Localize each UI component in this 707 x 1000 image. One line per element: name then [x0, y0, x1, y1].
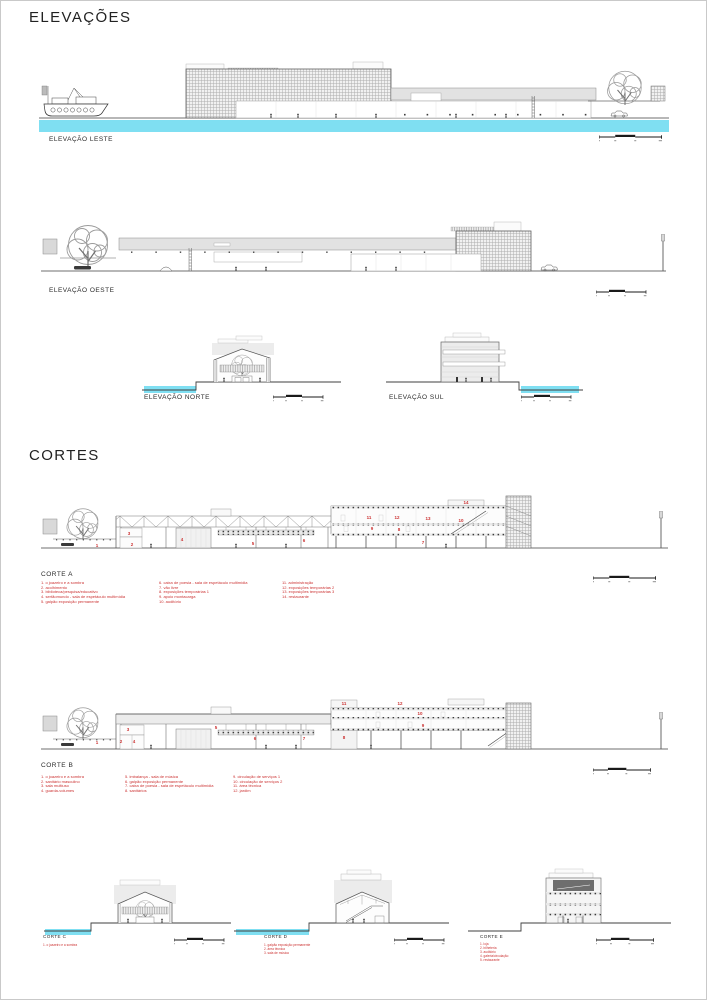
- legend-item: 7. vão livre: [159, 584, 179, 590]
- section-marker: 5: [214, 724, 218, 730]
- legend-item: 6. caixa de poesia - sala de espetáculo multimídia: [159, 580, 248, 585]
- section-marker: 10: [417, 710, 423, 716]
- elevation-east-label: ELEVAÇÃO LESTE: [49, 136, 113, 143]
- stair-core: [506, 703, 531, 749]
- section-marker: 1: [95, 739, 99, 745]
- boat: [42, 86, 108, 116]
- section-marker: 9: [370, 525, 374, 531]
- building-west: [119, 222, 531, 271]
- scale-bar: [273, 392, 333, 404]
- legend-item: 2. sanitário masculino: [41, 778, 80, 784]
- section-e-legend: [480, 943, 508, 963]
- elevation-east-drawing: [36, 56, 671, 148]
- car: [541, 265, 557, 271]
- legend-item: 3. sala de música: [264, 950, 289, 955]
- section-marker: 2: [119, 738, 123, 744]
- glass-base: [236, 101, 591, 118]
- glass-base: [351, 254, 481, 271]
- section-c-legend: [43, 944, 77, 948]
- section-marker: 2: [130, 541, 134, 547]
- legend-item: 11. área técnica: [233, 783, 262, 789]
- building-section-c: [114, 880, 176, 923]
- legend-item: 5. galpão exposição permanente: [41, 598, 100, 604]
- elevation-west-label: ELEVAÇÃO OESTE: [49, 287, 115, 294]
- hatched-end-block: [651, 86, 665, 101]
- section-marker: 8: [342, 734, 346, 740]
- legend-item: 5. restaurante: [480, 957, 500, 962]
- section-e-label: CORTE E: [480, 934, 504, 939]
- tree: [53, 509, 116, 546]
- tree: [588, 71, 660, 117]
- section-marker: 1: [95, 542, 99, 548]
- section-marker: 3: [127, 530, 131, 536]
- section-a-legend-col2: [159, 581, 248, 605]
- legend-item: 3. sala multiuso: [41, 783, 69, 789]
- section-marker: 14: [463, 499, 469, 505]
- rooftop-pergola: [451, 227, 494, 231]
- section-b-legend-col2: [125, 775, 214, 794]
- stair-core: [506, 496, 531, 548]
- section-a-label: CORTE A: [41, 571, 73, 578]
- building-south: [441, 333, 505, 382]
- section-b-legend-col3: [233, 775, 282, 794]
- scale-bar: [599, 132, 669, 144]
- legend-item: 7. caixa de poesia - sala de espetáculo multimídia: [125, 783, 214, 789]
- legend-item: 1. o joazeiro e a sombra: [43, 943, 78, 947]
- section-a-legend-col3: [282, 581, 334, 600]
- suspended-box: [218, 530, 314, 535]
- legend-item: 2. acolhimento: [41, 584, 68, 590]
- legend-item: 8. sanitários: [125, 788, 147, 794]
- section-a-legend-col1: [41, 581, 125, 605]
- section-b-legend-col1: [41, 775, 84, 794]
- ground-line: [468, 923, 671, 931]
- roof-band: [119, 238, 456, 250]
- section-marker: 9: [421, 722, 425, 728]
- section-marker: 8: [397, 526, 401, 532]
- section-d-drawing: [231, 859, 451, 939]
- scale-bar: [521, 392, 581, 404]
- building-section-e: [546, 869, 601, 923]
- section-marker: 4: [132, 738, 136, 744]
- building-section-d: [334, 870, 392, 923]
- legend-item: 9. apoio montacarga: [159, 594, 196, 600]
- section-marker: 12: [397, 700, 403, 706]
- legend-item: 1. o joazeiro e a sombra: [41, 580, 84, 585]
- legend-item: 14. restaurante: [282, 594, 309, 600]
- section-marker: 12: [394, 514, 400, 520]
- multistorey-block: [331, 699, 531, 749]
- section-c-drawing: [36, 859, 236, 939]
- legend-item: 12. jardim: [233, 788, 251, 794]
- building-north: [212, 336, 274, 382]
- section-a-drawing: [36, 494, 676, 558]
- legend-item: 1. o joazeiro e a sombra: [41, 774, 84, 779]
- water-strip: [39, 120, 669, 132]
- end-block: [43, 239, 57, 254]
- flat-roof-hall: [116, 707, 331, 749]
- section-marker: 5: [251, 540, 255, 546]
- scale-bar: [596, 935, 661, 947]
- section-d-legend: [264, 944, 310, 956]
- section-marker: 6: [302, 537, 306, 543]
- scale-bar: [174, 935, 234, 947]
- legend-item: 4. guarda-volumes: [41, 788, 75, 794]
- section-marker: 4: [180, 536, 184, 542]
- end-block: [43, 716, 57, 731]
- section-c-label: CORTE C: [43, 934, 67, 939]
- scale-bar: [593, 573, 663, 585]
- section-marker: 3: [126, 726, 130, 732]
- lamp-post: [659, 512, 663, 549]
- lamp-post: [659, 713, 663, 750]
- legend-item: 10. circulação de serviços 2: [233, 778, 283, 784]
- tree: [60, 226, 116, 270]
- scale-bar: [596, 287, 656, 299]
- legend-item: 2. bilheteria: [480, 945, 497, 950]
- building-east: [186, 62, 596, 118]
- section-b-drawing: [36, 689, 676, 753]
- legend-item: 1. loja: [480, 942, 489, 946]
- elevation-south-label: ELEVAÇÃO SUL: [389, 394, 445, 401]
- legend-item: 12. exposições temporárias 2: [282, 584, 335, 590]
- sections-title: CORTES: [29, 447, 100, 464]
- end-block: [43, 519, 57, 534]
- legend-item: 1. galpão exposição permanente: [264, 943, 311, 947]
- section-marker: 7: [421, 539, 425, 545]
- legend-item: 6. galpão exposição permanente: [125, 778, 184, 784]
- truss-hall: [116, 509, 346, 548]
- legend-item: 3. biblioteca/pesquisa/educativo: [41, 589, 98, 595]
- section-marker: 6: [253, 735, 257, 741]
- section-marker: 7: [302, 735, 306, 741]
- legend-item: 4. galeria/circulação: [480, 953, 509, 958]
- multistorey-block: [331, 496, 531, 548]
- section-marker: 11: [366, 514, 372, 520]
- section-marker: 13: [425, 515, 431, 521]
- elevations-title: ELEVAÇÕES: [29, 9, 132, 26]
- section-d-label: CORTE D: [264, 934, 288, 939]
- legend-item: 5. imbalança - sala de música: [125, 774, 178, 779]
- tree: [53, 708, 116, 746]
- water-strip: [144, 386, 196, 393]
- stair: [488, 732, 508, 746]
- section-marker: 11: [341, 700, 347, 706]
- suspended-box: [218, 730, 314, 735]
- legend-item: 9. circulação de serviços 1: [233, 774, 281, 779]
- legend-item: 2. área técnica: [264, 946, 285, 951]
- legend-item: 3. auditório: [480, 949, 496, 954]
- legend-item: 4. sertãomundo - sala de espetáculo multimídia: [41, 594, 126, 600]
- elevation-west-drawing: [36, 206, 671, 301]
- scale-bar: [394, 935, 454, 947]
- section-e-drawing: [463, 859, 675, 939]
- elevation-north-label: ELEVAÇÃO NORTE: [144, 394, 210, 401]
- section-marker: 10: [458, 517, 464, 523]
- legend-item: 10. auditório: [159, 598, 182, 604]
- legend-item: 13. exposições temporárias 3: [282, 589, 335, 595]
- lamp-post: [661, 235, 665, 272]
- scale-bar: [593, 765, 658, 777]
- section-b-label: CORTE B: [41, 762, 74, 769]
- legend-item: 11. administração: [282, 580, 314, 585]
- legend-item: 8. exposições temporárias 1: [159, 589, 210, 595]
